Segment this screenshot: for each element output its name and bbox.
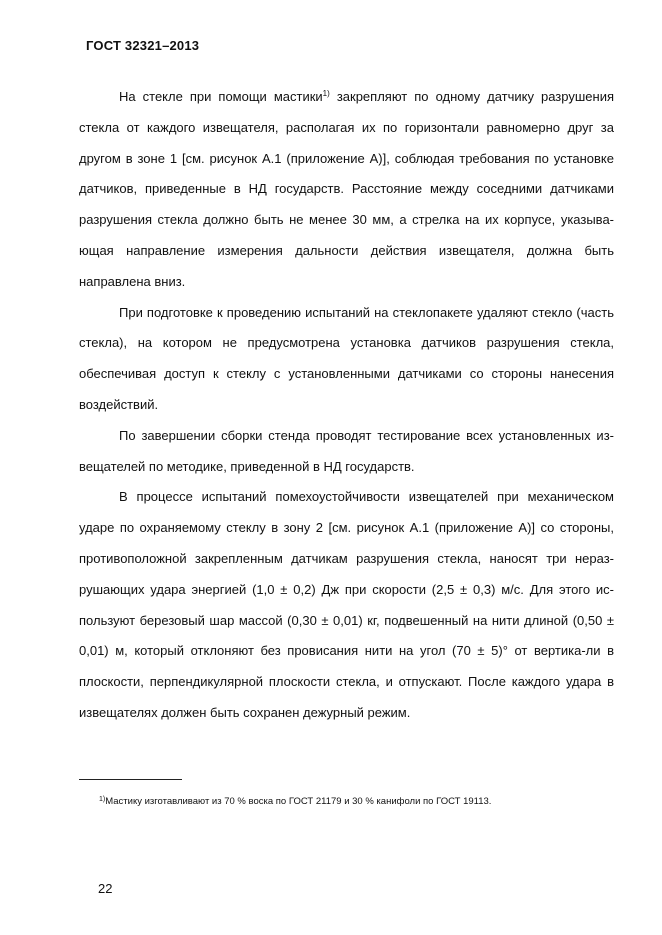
footnote-marker: 1): [99, 796, 106, 803]
body-text: [79, 82, 614, 729]
footnote-text: Мастику изготавливают из 70 % воска по ГОСТ 21179 и 30 % канифоли по ГОСТ 19113.: [105, 796, 492, 807]
paragraph-4: В процессе испытаний помехоустойчивости извещателей при механическом ударе по охраняемому стеклу в зону 2 [см. рисунок А.1 (приложение А)] со стороны, противоположной закрепленным датчикам разрушения стекла, наносят три нераз-рушающих удара энергией (1,0 ± 0,2) Дж при скорости (2,5 ± 0,3) м/с. Для этого ис-пользуют березовый шар массой (0,30 ± 0,01) кг, подвешенный на нити длиной (0,50 ± 0,01) м, который отклоняют без провисания нити на угол (70 ± 5)° от вертика-ли в плоскости, перпендикулярной плоскости стекла, и отпускают. После каждого удара в извещателях должен быть сохранен дежурный режим.: [79, 489, 614, 720]
paragraph-1-rest: закрепляют по одному датчику разрушения стекла от каждого извещателя, располагая их по горизонтали равномерно друг за другом в зоне 1 [см. рисунок А.1 (приложение А)], соблюдая требования по установке датчиков, приведенные в НД государств. Расстояние между соседними датчиками разрушения стекла должно быть не менее 30 мм, а стрелка на их корпусе, указыва-ющая направление измерения дальности действия извещателя, должна быть направлена вниз.: [79, 89, 614, 289]
paragraph-1-start: На стекле при помощи мастики: [119, 89, 323, 104]
paragraph-2: При подготовке к проведению испытаний на стеклопакете удаляют стекло (часть стекла), на котором не предусмотрена установка датчиков разрушения стекла, обеспечивая доступ к стеклу с установленными датчиками со стороны нанесения воздействий.: [79, 304, 614, 412]
paragraph-1: [79, 82, 614, 298]
footnote: [99, 795, 491, 809]
footnote-separator: [79, 779, 182, 780]
page-number: 22: [98, 881, 113, 896]
paragraph-3: По завершении сборки стенда проводят тестирование всех установленных из-вещателей по методике, приведенной в НД государств.: [79, 427, 614, 474]
document-code-header: ГОСТ 32321–2013: [86, 38, 200, 53]
footnote-reference: 1): [322, 89, 330, 98]
